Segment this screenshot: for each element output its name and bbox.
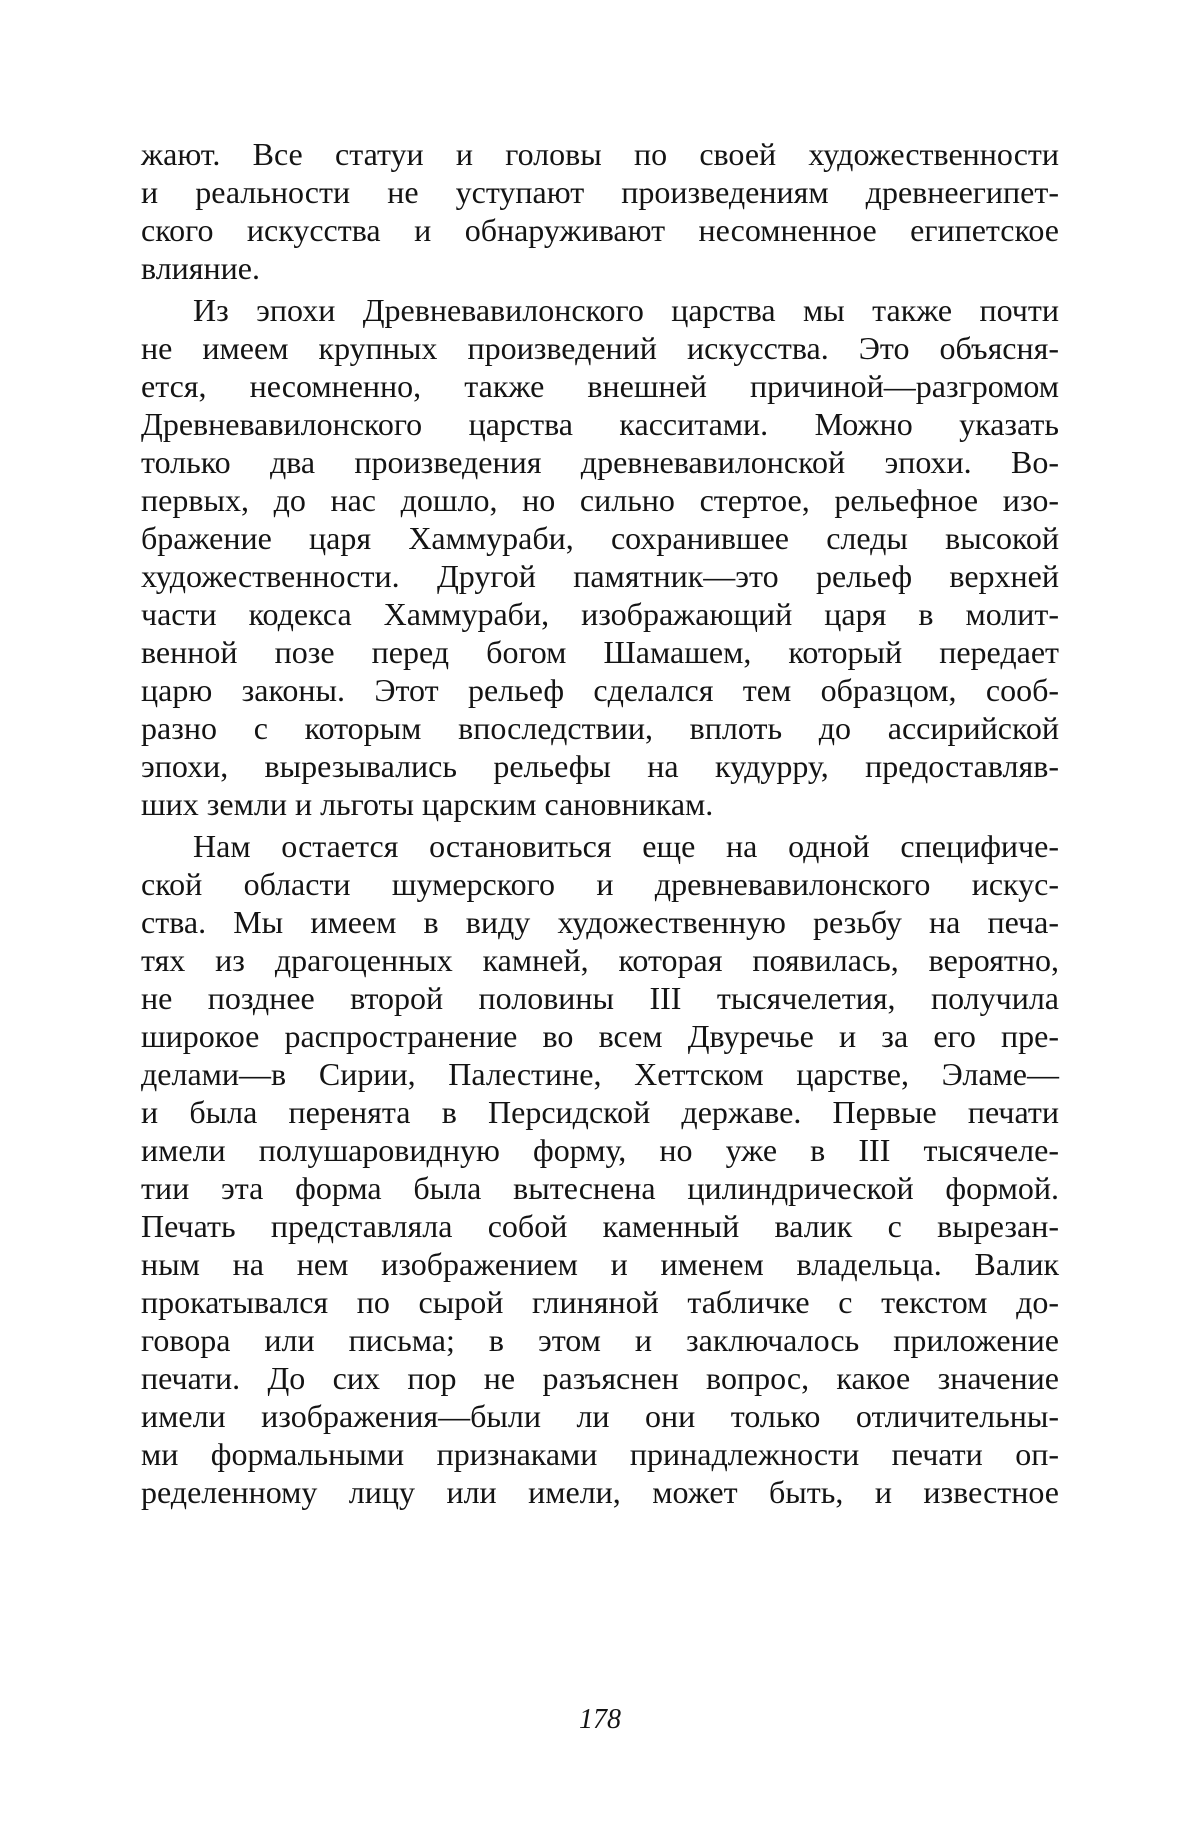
text-line: и была перенята в Персидской державе. Первые печати	[141, 1094, 1059, 1130]
text-line: ми формальными признаками принадлежности печати оп-	[141, 1436, 1059, 1472]
text-line: прокатывался по сырой глиняной табличке с текстом до-	[141, 1284, 1059, 1320]
text-line: печати. До сих пор не разъяснен вопрос, какое значение	[141, 1360, 1059, 1396]
text-line: Нам остается остановиться еще на одной специфиче-	[193, 828, 1059, 864]
text-line: не позднее второй половины III тысячелетия, получила	[141, 980, 1059, 1016]
text-line: венной позе перед богом Шамашем, который передает	[141, 634, 1059, 670]
text-line: имели полушаровидную форму, но уже в III тысячеле-	[141, 1132, 1059, 1168]
text-line: не имеем крупных произведений искусства. Это объясня-	[141, 330, 1059, 366]
text-line: части кодекса Хаммураби, изображающий царя в молит-	[141, 596, 1059, 632]
text-line: жают. Все статуи и головы по своей художественности	[141, 136, 1059, 172]
text-line: делами—в Сирии, Палестине, Хеттском царстве, Эламе—	[141, 1056, 1059, 1092]
text-line: первых, до нас дошло, но сильно стертое, рельефное изо-	[141, 482, 1059, 518]
text-line: ется, несомненно, также внешней причиной—разгромом	[141, 368, 1059, 404]
text-line: Из эпохи Древневавилонского царства мы также почти	[193, 292, 1059, 328]
text-line: ным на нем изображением и именем владельца. Валик	[141, 1246, 1059, 1282]
text-line: бражение царя Хаммураби, сохранившее следы высокой	[141, 520, 1059, 556]
text-line: имели изображения—были ли они только отличительны-	[141, 1398, 1059, 1434]
text-line: ского искусства и обнаруживают несомненное египетское	[141, 212, 1059, 248]
text-line: влияние.	[141, 250, 260, 286]
text-line: ской области шумерского и древневавилонского искус-	[141, 866, 1059, 902]
text-line: тях из драгоценных камней, которая появилась, вероятно,	[141, 942, 1059, 978]
text-line: Древневавилонского царства касситами. Можно указать	[141, 406, 1059, 442]
page-number: 178	[579, 1704, 621, 1735]
text-line: разно с которым впоследствии, вплоть до ассирийской	[141, 710, 1059, 746]
text-line: эпохи, вырезывались рельефы на кудурру, предоставляв-	[141, 748, 1059, 784]
text-line: тии эта форма была вытеснена цилиндрической формой.	[141, 1170, 1059, 1206]
text-line: и реальности не уступают произведениям древнеегипет-	[141, 174, 1059, 210]
text-line: Печать представляла собой каменный валик с вырезан-	[141, 1208, 1059, 1244]
text-line: ределенному лицу или имели, может быть, и известное	[141, 1474, 1059, 1510]
text-line: говора или письма; в этом и заключалось приложение	[141, 1322, 1059, 1358]
text-line: ства. Мы имеем в виду художественную резьбу на печа-	[141, 904, 1059, 940]
text-line: художественности. Другой памятник—это рельеф верхней	[141, 558, 1059, 594]
text-line: ших земли и льготы царским сановникам.	[141, 786, 714, 822]
text-line: только два произведения древневавилонской эпохи. Во-	[141, 444, 1059, 480]
text-line: царю законы. Этот рельеф сделался тем образцом, сооб-	[141, 672, 1059, 708]
book-page	[141, 0, 1059, 1834]
text-line: широкое распространение во всем Двуречье и за его пре-	[141, 1018, 1059, 1054]
